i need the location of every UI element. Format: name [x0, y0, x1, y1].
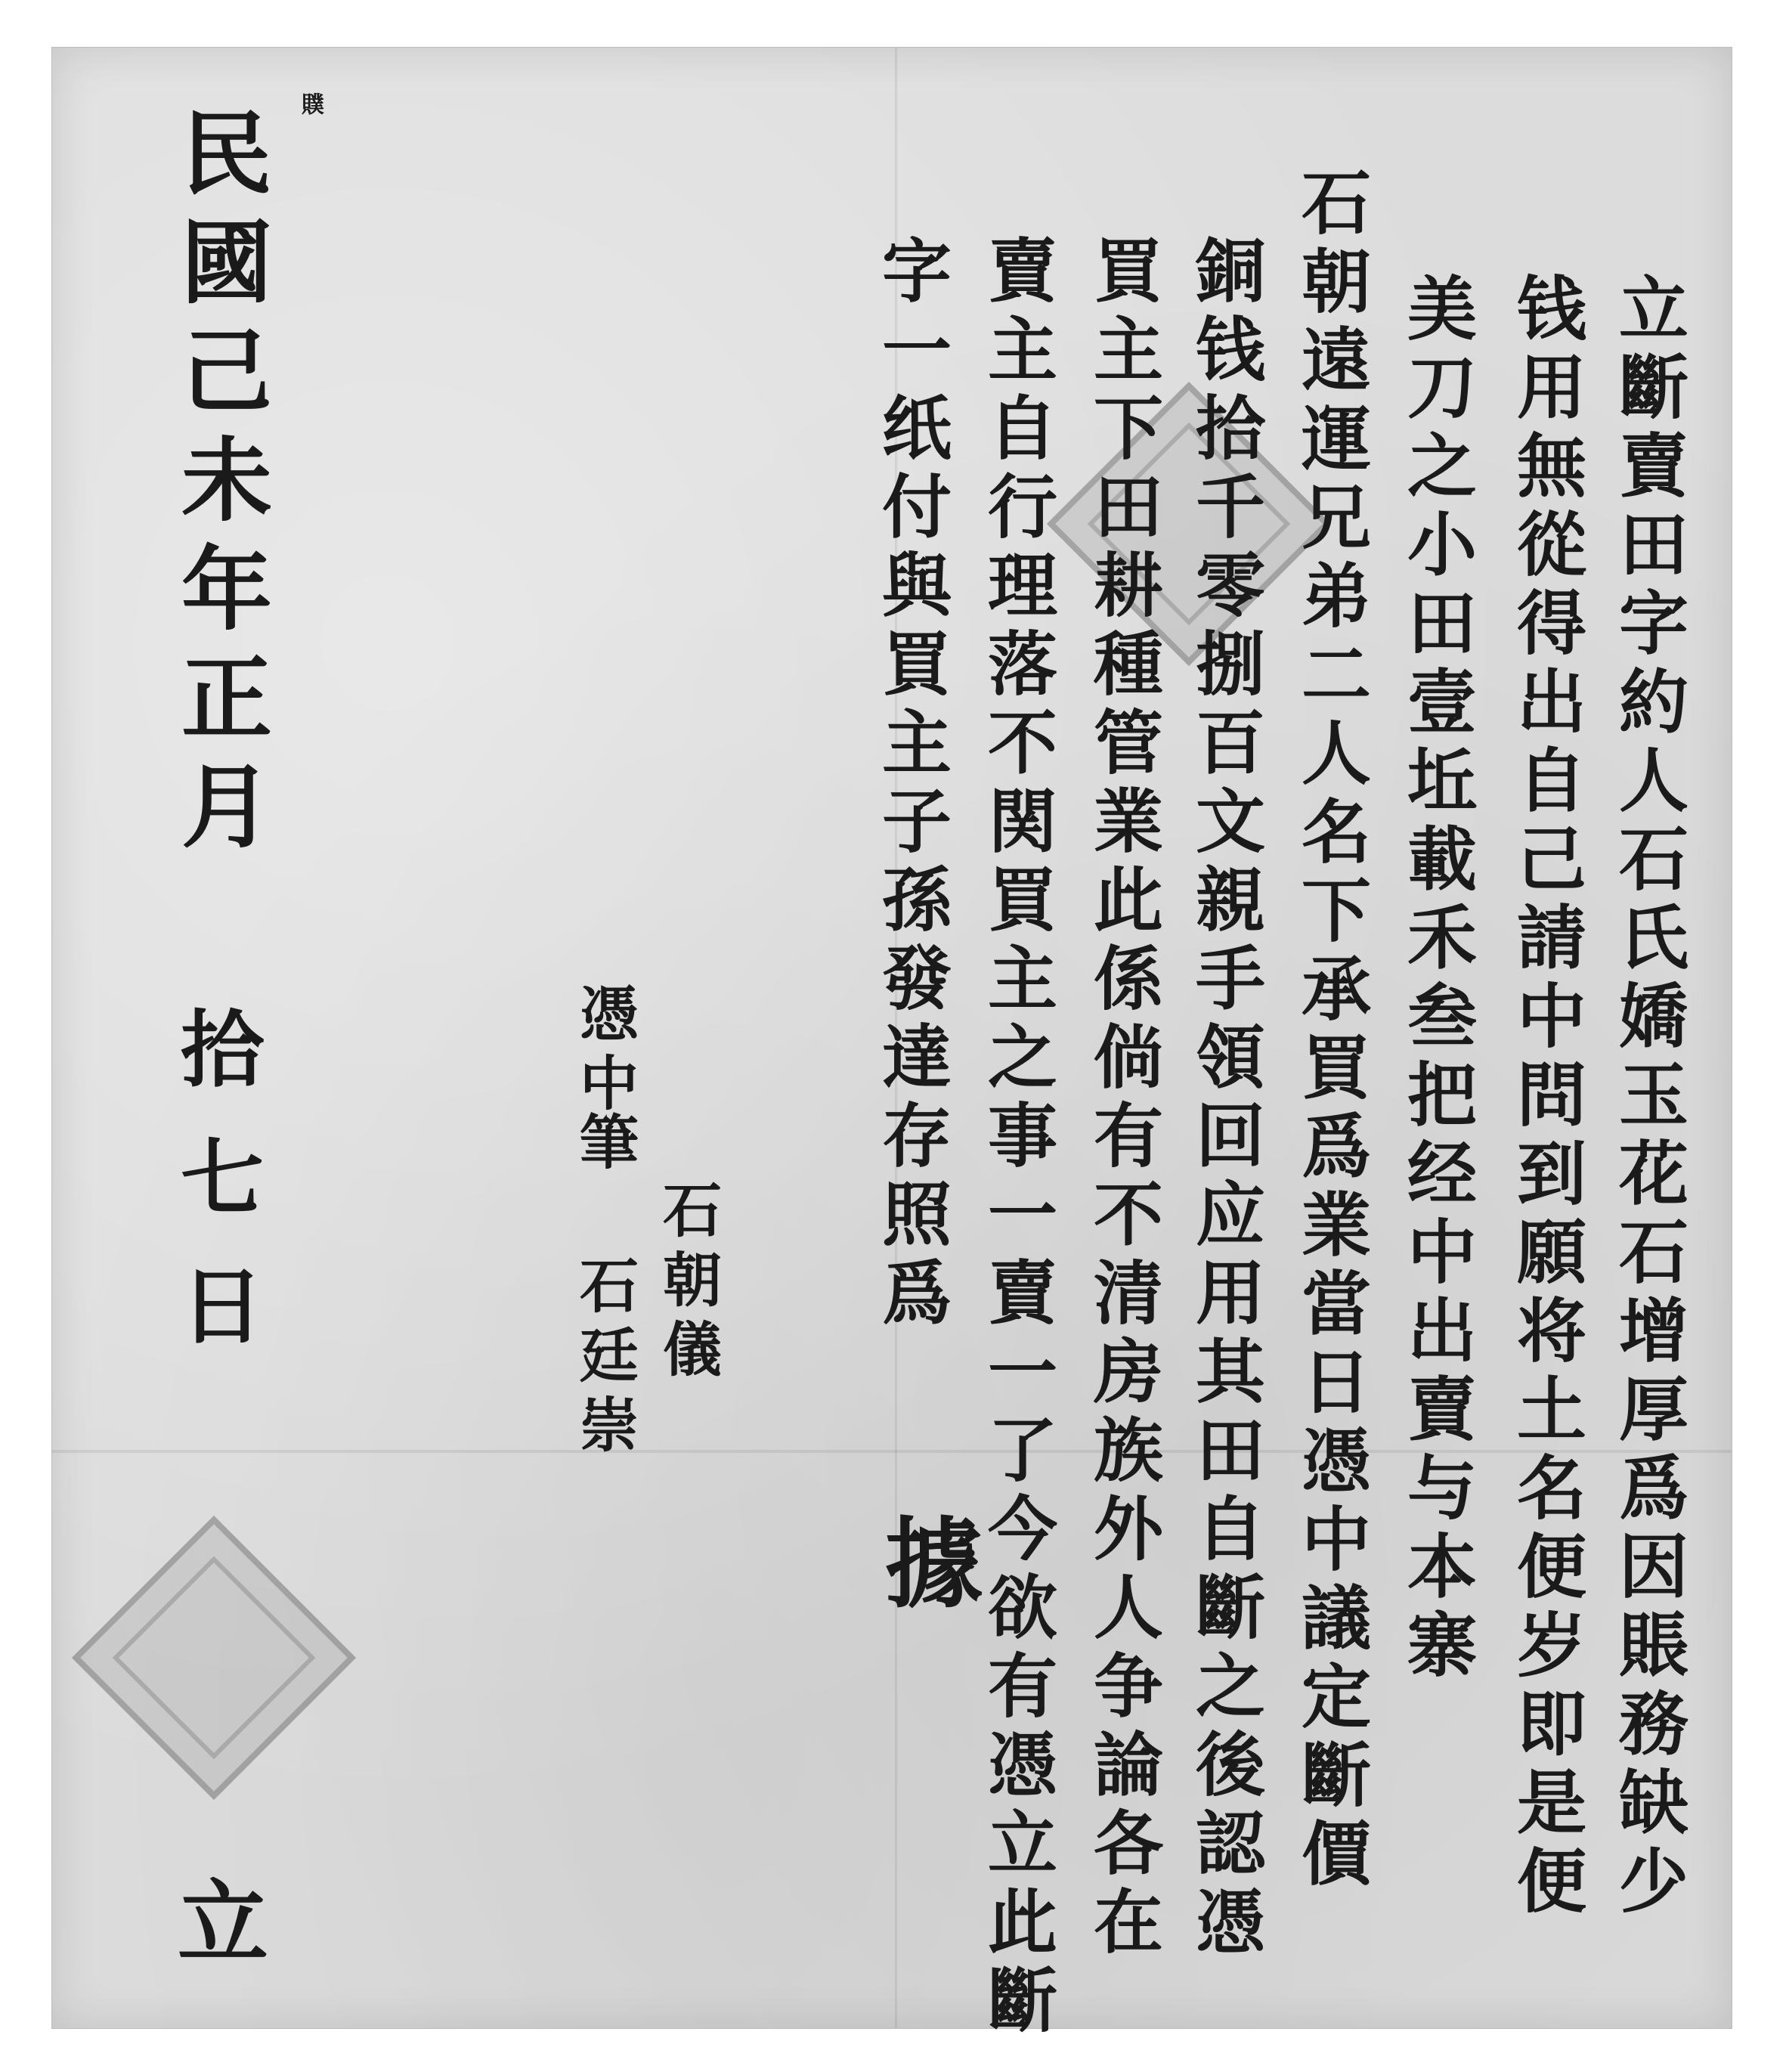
contract-line-8: 字一纸付與買主子孫發達存照爲 [871, 234, 952, 1335]
contract-date: 民國己未年正月 [166, 106, 273, 868]
seal-character: 據 [868, 1512, 984, 1619]
contract-final-mark: 立 [163, 1875, 269, 1974]
contract-line-6: 買主下田耕種管業此係倘有不清房族外人争論各在 [1082, 234, 1164, 1964]
contract-line-7: 賣主自行理落不関買主之事一賣一了今欲有憑立此斷 [977, 234, 1058, 2043]
witness-name: 石朝儀 [653, 1179, 722, 1388]
contract-line-5: 銅钱拾千零捌百文親手領回应用其田自斷之後認憑 [1184, 234, 1266, 1964]
witness-label: 憑中 [570, 983, 639, 1122]
contract-line-3: 美刀之小田壹坵載禾叁把经中出賣与本寨 [1396, 272, 1478, 1687]
scribe-label: 筆 [570, 1111, 639, 1181]
contract-line-2: 钱用無從得出自己請中問到願将土名便岁即是便 [1506, 272, 1587, 1923]
horizontal-fold-line [52, 1450, 1732, 1453]
contract-line-4: 石朝遠運兄弟二人名下承買爲業當日憑中議定斷價 [1290, 166, 1372, 1896]
contract-day: 拾七日 [167, 1005, 265, 1391]
scribe-name: 石廷崇 [570, 1255, 639, 1463]
contract-line-1: 立斷賣田字約人石氏嬌玉花石增厚爲因賬務缺少 [1608, 272, 1689, 1923]
archive-marker: 贌 [297, 92, 323, 115]
